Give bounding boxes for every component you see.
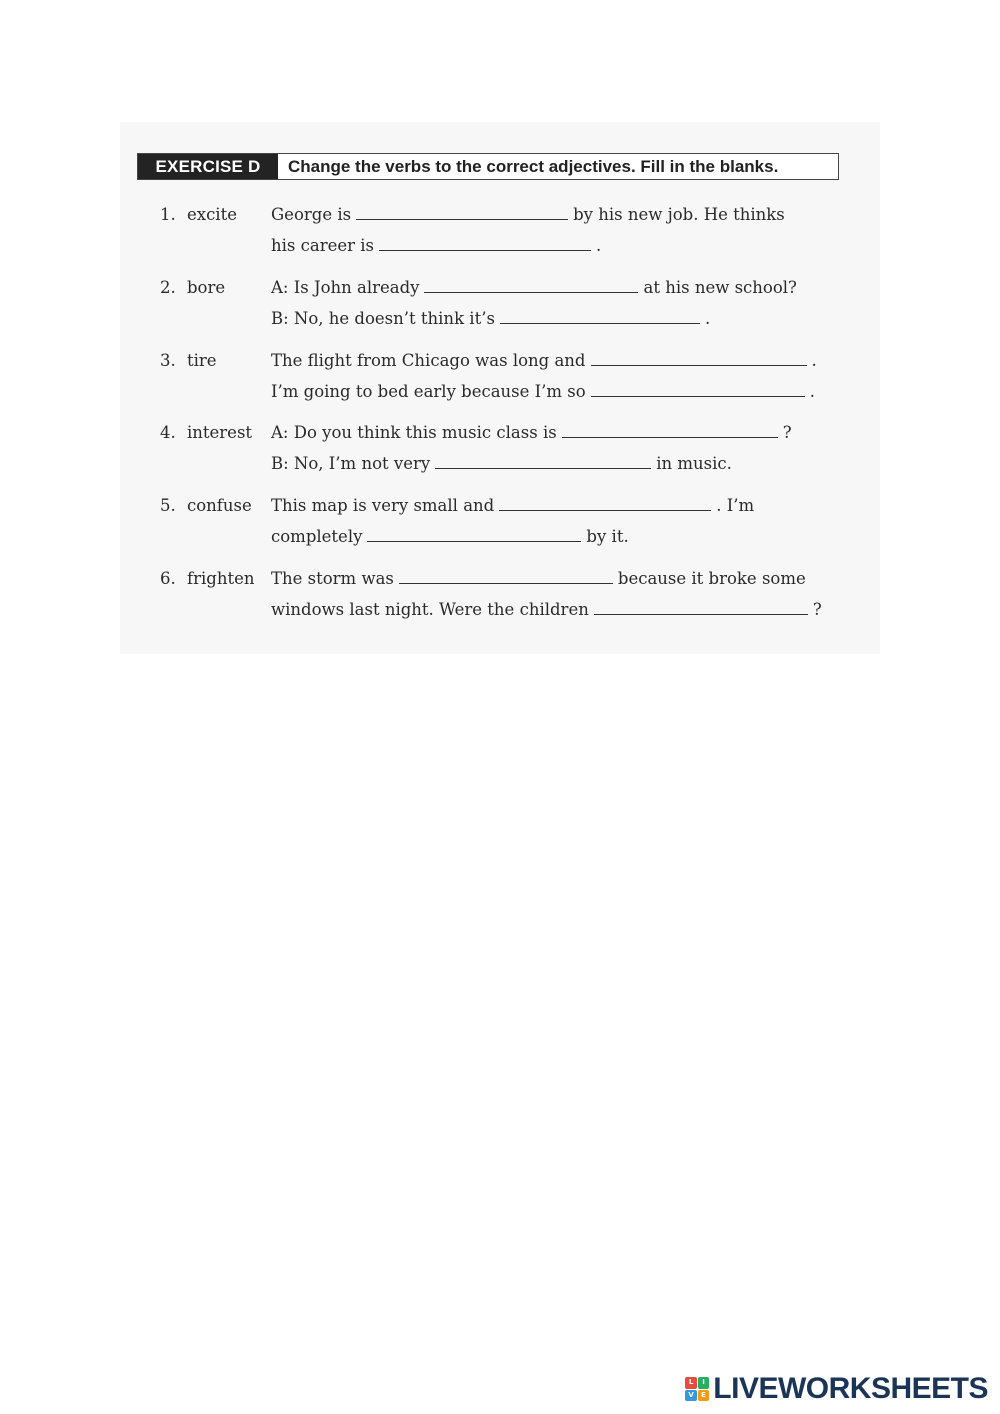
sentence-text: ?	[812, 600, 822, 619]
sentence-text: .	[809, 382, 815, 401]
sentence-text: The storm was	[271, 569, 394, 588]
sentence-text: . I’m	[716, 496, 755, 515]
answer-blank[interactable]	[424, 277, 638, 293]
answer-blank[interactable]	[591, 350, 807, 366]
sentence-text: The flight from Chicago was long and	[271, 351, 586, 370]
answer-blank[interactable]	[499, 495, 711, 511]
logo-text: LIVEWORKSHEETS	[713, 1372, 988, 1405]
sentence-text: I’m going to bed early because I’m so	[271, 382, 586, 401]
item-verb: bore	[187, 278, 226, 297]
item-number: 6.	[160, 569, 176, 588]
item-verb: excite	[187, 205, 237, 224]
sentence-text: because it broke some	[617, 569, 806, 588]
sentence-text: by it.	[586, 527, 629, 546]
sentence-text: his career is	[271, 236, 374, 255]
sentence-text: B: No, I’m not very	[271, 454, 431, 473]
item-verb: interest	[187, 423, 253, 442]
item-number: 3.	[160, 351, 176, 370]
sentence-text: at his new school?	[643, 278, 797, 297]
liveworksheets-logo	[685, 1372, 988, 1406]
answer-blank[interactable]	[435, 453, 651, 469]
answer-blank[interactable]	[356, 204, 568, 220]
item-verb: frighten	[187, 569, 255, 588]
sentence-text: This map is very small and	[271, 496, 495, 515]
sentence-text: .	[596, 236, 602, 255]
exercise-header	[137, 153, 839, 180]
sentence-text: B: No, he doesn’t think it’s	[271, 309, 495, 328]
sentence-text: windows last night. Were the children	[271, 600, 589, 619]
sentence-text: George is	[271, 205, 352, 224]
item-number: 1.	[160, 205, 176, 224]
exercise-label: EXERCISE D	[138, 154, 278, 179]
sentence-text: ?	[782, 423, 792, 442]
sentence-text: in music.	[656, 454, 732, 473]
sentence-text: by his new job. He thinks	[573, 205, 785, 224]
answer-blank[interactable]	[591, 381, 805, 397]
liveworksheets-icon: L I V E	[685, 1377, 709, 1401]
item-verb: confuse	[187, 496, 252, 515]
sentence-text: completely	[271, 527, 363, 546]
sentence-text: A: Is John already	[271, 278, 420, 297]
item-number: 2.	[160, 278, 176, 297]
answer-blank[interactable]	[367, 526, 581, 542]
answer-blank[interactable]	[399, 568, 613, 584]
answer-blank[interactable]	[594, 599, 808, 615]
sentence-text: .	[811, 351, 817, 370]
answer-blank[interactable]	[500, 308, 700, 324]
item-number: 5.	[160, 496, 176, 515]
sentence-text: A: Do you think this music class is	[271, 423, 557, 442]
exercise-instruction: Change the verbs to the correct adjectives. Fill in the blanks.	[288, 157, 779, 176]
item-verb: tire	[187, 351, 217, 370]
sentence-text: .	[704, 309, 711, 328]
answer-blank[interactable]	[379, 235, 591, 251]
item-number: 4.	[160, 423, 176, 442]
answer-blank[interactable]	[562, 422, 778, 438]
